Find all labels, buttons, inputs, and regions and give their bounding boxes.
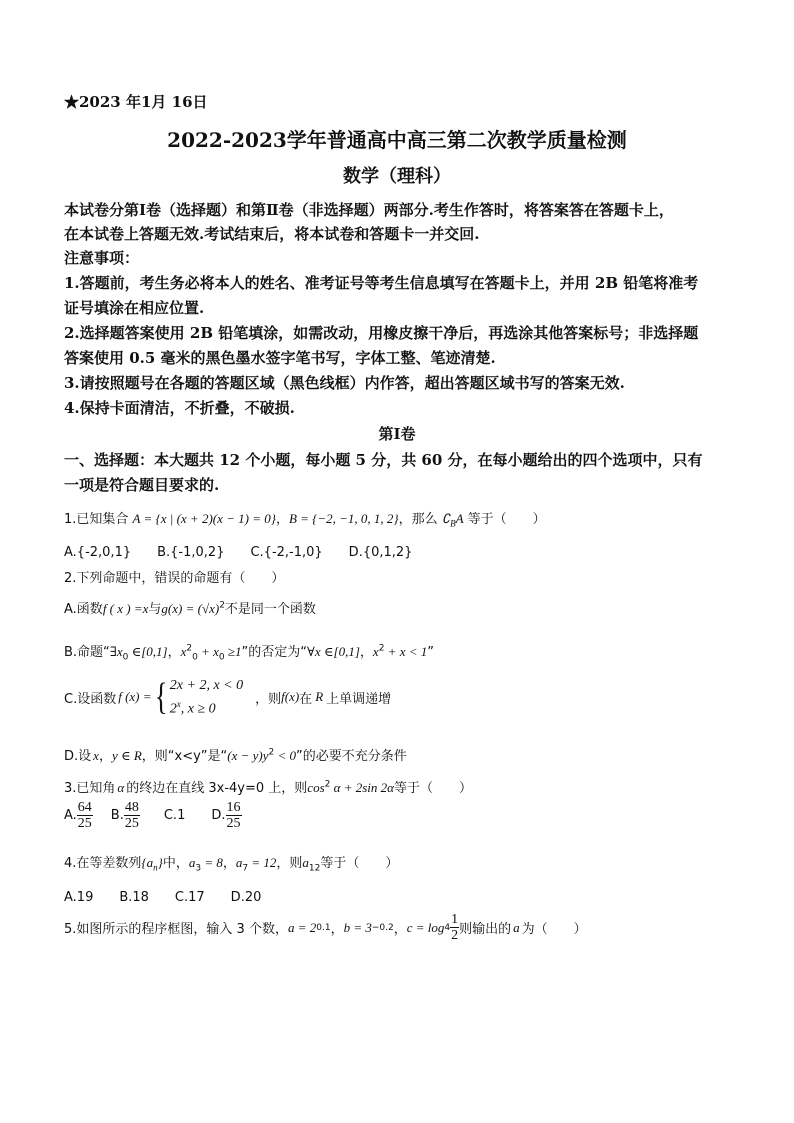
exam-subtitle: 数学（理科） bbox=[343, 166, 451, 187]
note-4: 4.保持卡面清洁，不折叠，不破损. bbox=[64, 399, 295, 417]
fraction-d: $\frac{16}{25}$ bbox=[226, 800, 241, 831]
exam-title: 2022-2023学年普通高中高三第二次教学质量检测 bbox=[167, 128, 627, 152]
fraction-one-half: $\frac{1}{2}$ bbox=[451, 912, 459, 943]
intro-line-1: 本试卷分第Ⅰ卷（选择题）和第Ⅱ卷（非选择题）两部分.考生作答时，将答案答在答题卡上， bbox=[64, 201, 674, 219]
question-3-stem: 3.已知角 α 的终边在直线 3x-4y=0 上，则$\cos^2 \alpha + 2\sin$ 2α等于（ ） bbox=[64, 779, 472, 796]
set-b: B = {−2, −1, 0, 1, 2} bbox=[288, 511, 399, 526]
exam-date: ★2023 年1月 16日 bbox=[64, 93, 208, 111]
section-heading-2: 一项是符合题目要求的. bbox=[64, 476, 220, 494]
note-3: 3.请按照题号在各题的答题区域（黑色线框）内作答，超出答题区域书写的答案无效. bbox=[64, 374, 625, 392]
question-4-stem: 4.在等差数列$\{a_n\}$中，$a_3 = 8$，$a_7 = 12$，则$a_{12}$等于（ ） bbox=[64, 855, 399, 874]
note-1a: 1.答题前，考生务必将本人的姓名、准考证号等考生信息填写在答题卡上，并用 2B 铅笔将准考 bbox=[64, 274, 699, 292]
question-5-stem: 5.如图所示的程序框图，输入 3 个数， a = 2 0.1 ， b = 3 −0.2 ， c = log 4 $\frac{1}{2}$ 则输出的 a 为（ ） bbox=[64, 912, 587, 943]
intro-line-2: 在本试卷上答题无效.考试结束后，将本试卷和答题卡一并交回. bbox=[64, 225, 480, 243]
volume-heading: 第Ⅰ卷 bbox=[378, 425, 416, 443]
question-4-options: A.19 B.18 C.17 D.20 bbox=[64, 890, 262, 905]
question-2-stem: 2.下列命题中，错误的命题有（ ） bbox=[64, 571, 285, 586]
question-1-stem: 1.已知集合 A = {x | (x + 2)(x − 1) = 0}，B = {−2, −1, 0, 1, 2}，那么 $∁_BA$ 等于（ ） bbox=[64, 511, 546, 529]
note-2b: 答案使用 0.5 毫米的黑色墨水签字笔书写，字体工整、笔迹清楚. bbox=[64, 349, 496, 367]
question-2-option-d: D.设 x，y ∈ R，则“x<y”是“$(x - y)y^2 < 0$”的必要不充分条件 bbox=[64, 747, 407, 764]
section-heading-1: 一、选择题：本大题共 12 个小题，每小题 5 分，共 60 分，在每小题给出的四个选项中，只有 bbox=[64, 451, 703, 469]
fraction-b: $\frac{48}{25}$ bbox=[124, 800, 139, 831]
note-2a: 2.选择题答案使用 2B 铅笔填涂，如需改动，用橡皮擦干净后，再选涂其他答案标号；非选择题 bbox=[64, 324, 699, 342]
question-2-option-b: B.命题“$\exists x_0$ ∈[0,1]，$x^2_0 + x_0 \ge 1$”的否定为“∀x ∈[0,1]，$x^2 + x < 1$” bbox=[64, 643, 434, 663]
question-2-option-a: A.函数f ( x ) =x与$g(x) = (√x)^2$不是同一个函数 bbox=[64, 600, 316, 617]
piecewise-function: { 2x + 2, x < 0 2$^x$, x ≥ 0 bbox=[154, 676, 244, 719]
set-a: A = {x | (x + 2)(x − 1) = 0} bbox=[132, 511, 276, 526]
brace-symbol: { bbox=[154, 676, 168, 719]
note-1b: 证号填涂在相应位置. bbox=[64, 299, 205, 317]
fraction-a: $\frac{64}{25}$ bbox=[77, 800, 92, 831]
question-2-option-c: C.设函数 f (x) = { 2x + 2, x < 0 2$^x$, x ≥ 0 ，则 f(x) 在 R 上单调递增 bbox=[64, 676, 392, 719]
question-3-options: A. $\frac{64}{25}$ B. $\frac{48}{25}$ C.1 D. $\frac{16}{25}$ bbox=[64, 800, 241, 831]
question-1-options: A.{-2,0,1} B.{-1,0,2} C.{-2,-1,0} D.{0,1,2} bbox=[64, 545, 413, 560]
notes-title: 注意事项： bbox=[64, 249, 140, 267]
complement-symbol: $∁_BA$ bbox=[441, 511, 464, 529]
